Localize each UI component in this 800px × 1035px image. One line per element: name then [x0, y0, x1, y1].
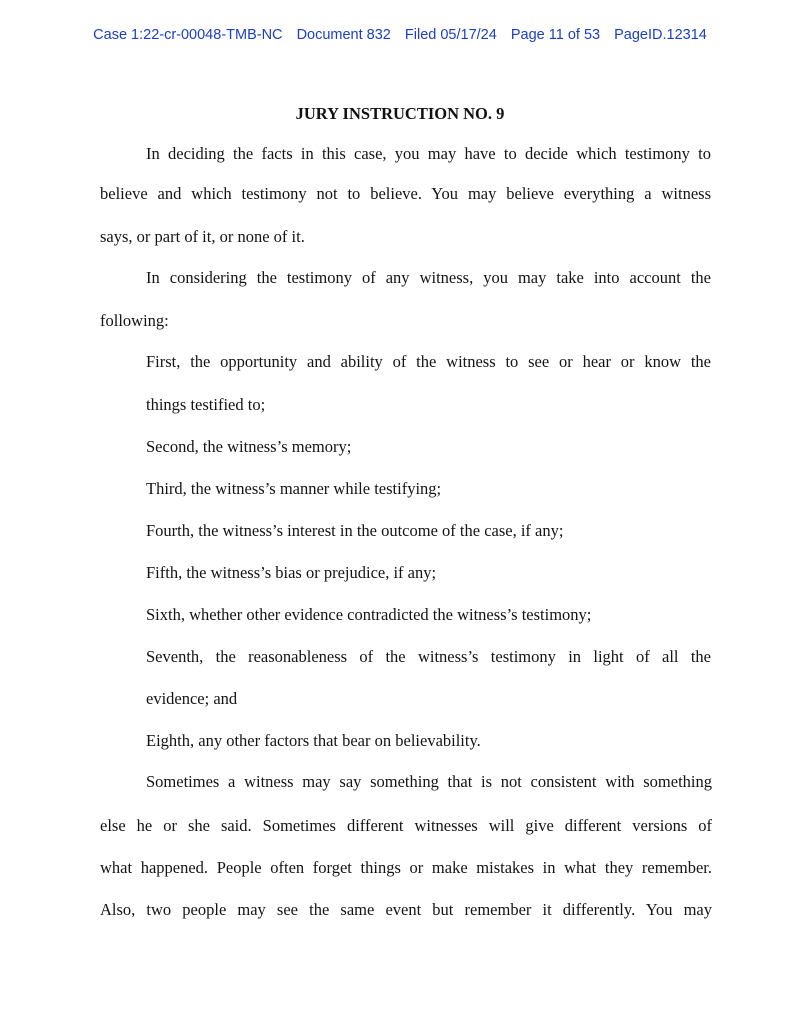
paragraph-line: Also, two people may see the same event but remember it differently. You may [100, 900, 712, 919]
paragraph-line: believe and which testimony not to believe. You may believe everything a witness [100, 184, 711, 203]
list-item-line: Sixth, whether other evidence contradicted the witness’s testimony; [146, 605, 592, 624]
paragraph-line: what happened. People often forget things or make mistakes in what they remember. [100, 858, 712, 877]
list-item-line: First, the opportunity and ability of the witness to see or hear or know the [146, 352, 711, 371]
paragraph-line: following: [100, 311, 169, 330]
document-number: Document 832 [296, 27, 391, 43]
paragraph-line: In considering the testimony of any witness, you may take into account the [146, 268, 711, 287]
filed-date: Filed 05/17/24 [404, 27, 497, 43]
case-number: Case 1:22-cr-00048-TMB-NC [93, 27, 283, 43]
list-item-line: Eighth, any other factors that bear on believability. [146, 731, 481, 750]
page-id: PageID.12314 [614, 27, 707, 43]
page-title: JURY INSTRUCTION NO. 9 [295, 104, 505, 123]
list-item-line: Third, the witness’s manner while testifying; [146, 479, 442, 498]
list-item-line: Second, the witness’s memory; [146, 437, 352, 456]
paragraph-line: Sometimes a witness may say something that is not consistent with something [146, 772, 712, 791]
list-item-line: evidence; and [146, 689, 238, 708]
list-item-line: Fourth, the witness’s interest in the outcome of the case, if any; [146, 521, 564, 540]
filing-header [0, 27, 800, 43]
list-item-line: Fifth, the witness’s bias or prejudice, if any; [146, 563, 437, 582]
paragraph-line: says, or part of it, or none of it. [100, 227, 305, 246]
list-item-line: Seventh, the reasonableness of the witness’s testimony in light of all the [146, 647, 711, 666]
page-number: Page 11 of 53 [510, 27, 601, 43]
list-item-line: things testified to; [146, 395, 266, 414]
paragraph-line: else he or she said. Sometimes different witnesses will give different versions of [100, 816, 712, 835]
paragraph-line: In deciding the facts in this case, you may have to decide which testimony to [146, 144, 711, 163]
